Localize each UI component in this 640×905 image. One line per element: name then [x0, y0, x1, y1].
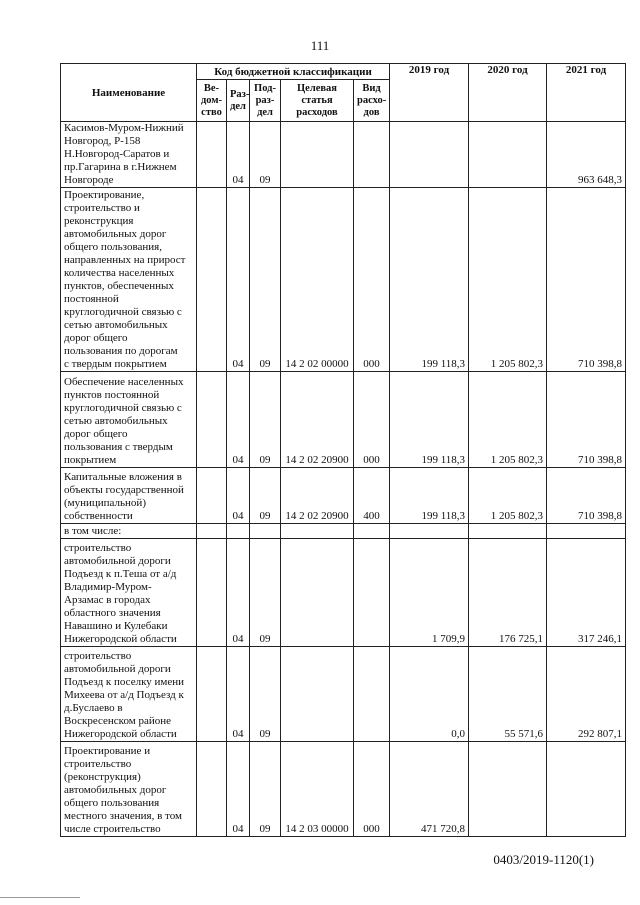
- row-vedomstvo: [197, 122, 227, 188]
- row-name: Проектирование и строительство (реконструкция) автомобильных дорог общего пользования местного значения, в том числе строительство: [61, 742, 197, 837]
- row-2019: 199 118,3: [390, 372, 469, 468]
- row-razdel: 04: [227, 647, 250, 742]
- row-vid-raskhodov: [354, 122, 390, 188]
- row-2021: 710 398,8: [547, 188, 626, 372]
- row-vedomstvo: [197, 647, 227, 742]
- table-row: [61, 647, 626, 742]
- row-2019: [390, 524, 469, 539]
- row-vedomstvo: [197, 468, 227, 524]
- row-2019: 471 720,8: [390, 742, 469, 837]
- row-2019: [390, 122, 469, 188]
- row-vid-raskhodov: 000: [354, 188, 390, 372]
- row-celevaya-statya: 14 2 03 00000: [281, 742, 354, 837]
- row-2021: 710 398,8: [547, 468, 626, 524]
- header-celevaya-statya: Целевая статья расходов: [281, 80, 354, 122]
- row-name: строительство автомобильной дороги Подъезд к п.Теша от а/д Владимир-Муром- Арзамас в городах областного значения Навашино и Кулебаки Нижегородской области: [61, 539, 197, 647]
- row-2021: 292 807,1: [547, 647, 626, 742]
- row-celevaya-statya: [281, 524, 354, 539]
- row-name: строительство автомобильной дороги Подъезд к поселку имени Михеева от а/д Подъезд к д.Буслаево в Воскресенском районе Нижегородской области: [61, 647, 197, 742]
- row-2021: [547, 742, 626, 837]
- row-razdel: 04: [227, 742, 250, 837]
- header-code-group: Код бюджетной классификации: [197, 64, 390, 80]
- row-2020: [469, 122, 547, 188]
- row-podrazdel: 09: [250, 188, 281, 372]
- row-podrazdel: 09: [250, 468, 281, 524]
- row-2020: 176 725,1: [469, 539, 547, 647]
- row-celevaya-statya: [281, 539, 354, 647]
- row-name: Обеспечение населенных пунктов постоянной круглогодичной связью с сетью автомобильных дорог общего пользования с твердым покрытием: [61, 372, 197, 468]
- row-razdel: 04: [227, 468, 250, 524]
- header-vid-raskhodov: Вид расхо- дов: [354, 80, 390, 122]
- row-podrazdel: 09: [250, 539, 281, 647]
- budget-table: [60, 63, 626, 837]
- row-name: Касимов-Муром-Нижний Новгород, Р-158 Н.Новгород-Саратов и пр.Гагарина в г.Нижнем Новгороде: [61, 122, 197, 188]
- row-2020: 1 205 802,3: [469, 372, 547, 468]
- row-razdel: 04: [227, 122, 250, 188]
- row-2019: 0,0: [390, 647, 469, 742]
- row-razdel: 04: [227, 188, 250, 372]
- row-vedomstvo: [197, 372, 227, 468]
- row-name: в том числе:: [61, 524, 197, 539]
- header-razdel: Раз- дел: [227, 80, 250, 122]
- row-2020: 55 571,6: [469, 647, 547, 742]
- row-name: Проектирование, строительство и реконструкция автомобильных дорог общего пользования, направленных на прирост количества населенных пунктов, обеспеченных постоянной круглогодичной связью с сетью автомобильных дорог общего пользования по дорогам с твердым покрытием: [61, 188, 197, 372]
- row-podrazdel: [250, 524, 281, 539]
- row-2021: 710 398,8: [547, 372, 626, 468]
- row-podrazdel: 09: [250, 742, 281, 837]
- bottom-divider: [0, 897, 80, 898]
- row-vedomstvo: [197, 539, 227, 647]
- header-2021: 2021 год: [547, 64, 626, 122]
- header-2019: 2019 год: [390, 64, 469, 122]
- row-podrazdel: 09: [250, 122, 281, 188]
- row-vedomstvo: [197, 524, 227, 539]
- header-name: Наименование: [61, 64, 197, 122]
- row-razdel: [227, 524, 250, 539]
- row-vid-raskhodov: [354, 539, 390, 647]
- table-row: [61, 188, 626, 372]
- row-vid-raskhodov: 400: [354, 468, 390, 524]
- row-vid-raskhodov: [354, 647, 390, 742]
- row-name: Капитальные вложения в объекты государственной (муниципальной) собственности: [61, 468, 197, 524]
- table-row: [61, 524, 626, 539]
- row-2019: 1 709,9: [390, 539, 469, 647]
- row-2019: 199 118,3: [390, 188, 469, 372]
- row-razdel: 04: [227, 539, 250, 647]
- table-row: [61, 742, 626, 837]
- row-celevaya-statya: 14 2 02 00000: [281, 188, 354, 372]
- row-2020: 1 205 802,3: [469, 468, 547, 524]
- row-vedomstvo: [197, 188, 227, 372]
- table-row: [61, 468, 626, 524]
- row-podrazdel: 09: [250, 647, 281, 742]
- row-2020: [469, 742, 547, 837]
- row-vedomstvo: [197, 742, 227, 837]
- row-2021: 963 648,3: [547, 122, 626, 188]
- row-2021: 317 246,1: [547, 539, 626, 647]
- row-2020: [469, 524, 547, 539]
- page-number: 111: [310, 38, 330, 53]
- table-row: [61, 372, 626, 468]
- row-celevaya-statya: 14 2 02 20900: [281, 468, 354, 524]
- row-2020: 1 205 802,3: [469, 188, 547, 372]
- row-celevaya-statya: 14 2 02 20900: [281, 372, 354, 468]
- row-vid-raskhodov: 000: [354, 372, 390, 468]
- row-2021: [547, 524, 626, 539]
- row-podrazdel: 09: [250, 372, 281, 468]
- row-razdel: 04: [227, 372, 250, 468]
- row-2019: 199 118,3: [390, 468, 469, 524]
- header-2020: 2020 год: [469, 64, 547, 122]
- document-number: 0403/2019-1120(1): [493, 852, 594, 867]
- table-row: [61, 539, 626, 647]
- header-podrazdel: Под- раз- дел: [250, 80, 281, 122]
- row-vid-raskhodov: 000: [354, 742, 390, 837]
- row-celevaya-statya: [281, 122, 354, 188]
- table-row: [61, 122, 626, 188]
- row-vid-raskhodov: [354, 524, 390, 539]
- header-vedomstvo: Ве- дом- ство: [197, 80, 227, 122]
- row-celevaya-statya: [281, 647, 354, 742]
